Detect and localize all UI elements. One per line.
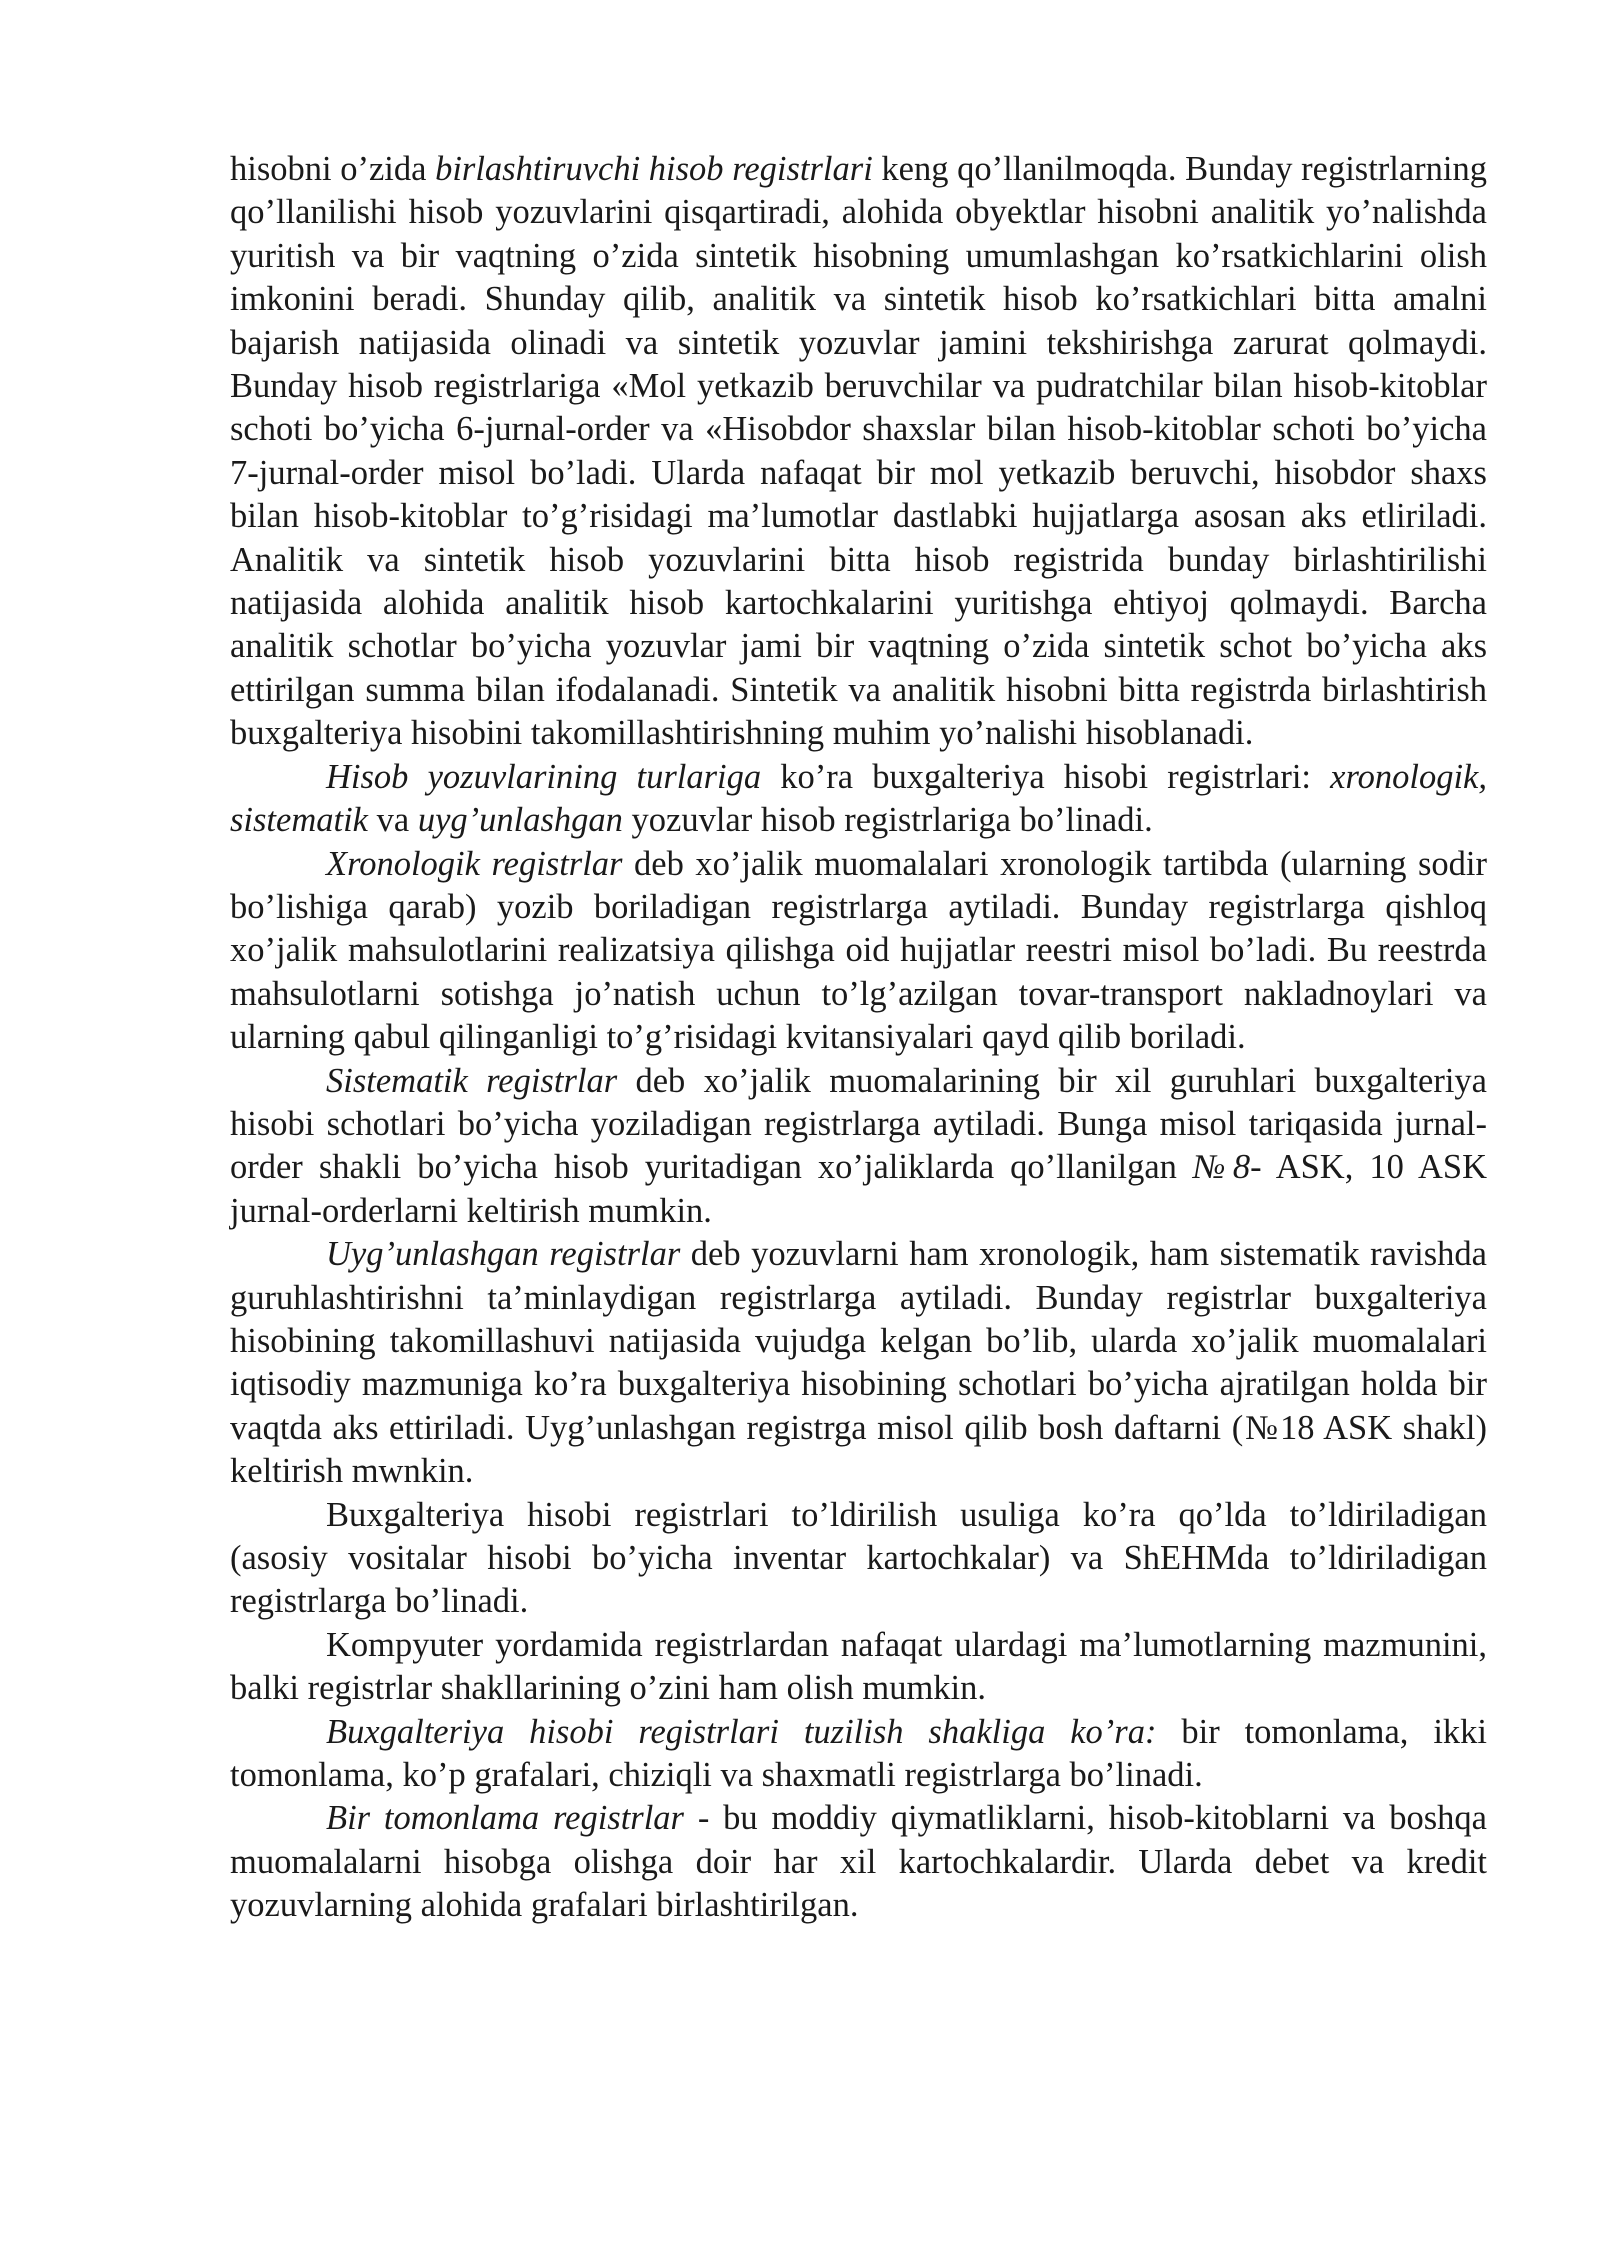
paragraph-structure-form — [230, 1711, 1487, 1798]
term-structure-form: Buxgalteriya hisobi registrlari tuzilish shakliga ko’ra: — [326, 1712, 1157, 1751]
text-run: ko’ra buxgalteriya hisobi registrlari: — [761, 757, 1331, 796]
text-run: - ASK, 10 ASK jurnal-orderlarni keltirish mumkin. — [230, 1148, 1488, 1230]
term-chronological-registers: Xronologik registrlar — [326, 844, 623, 883]
term-number-8: №8 — [1192, 1148, 1251, 1187]
text-run: Buxgalteriya hisobi registrlari to’ldirilish usuliga ko’ra qo’lda to’ldiriladigan (asosiy vositalar hisobi bo’yicha inventar kartochkalar) va ShEHMda to’ldiriladigan registrlarga bo’linadi. — [230, 1495, 1487, 1621]
term-harmonized: uyg’unlashgan — [417, 801, 623, 840]
text-run: deb xo’jalik muomalalari xronologik tartibda (ularning sodir bo’lishiga qarab) yozib boriladigan registrlarga aytiladi. Bunday registrlarga qishloq xo’jalik mahsulotlarini realizatsiya qilishga oid hujjatlar reestri misol bo’ladi. Bu reestrda mahsulotlarni sotishga jo’natish uchun to’lg’azilgan tovar-transport nakladnoylari va ularning qabul qilinganligi to’g’risidagi kvitansiyalari qayd qilib boriladi. — [230, 844, 1487, 1057]
paragraph-computer — [230, 1624, 1487, 1711]
text-run: va — [367, 801, 418, 840]
paragraph-systematic — [230, 1060, 1487, 1234]
term-systematic-registers: Sistematik registrlar — [326, 1061, 618, 1100]
term-combined-registers: birlashtiruvchi hisob registrlari — [435, 150, 873, 188]
paragraph-one-sided — [230, 1797, 1487, 1927]
term-harmonized-registers: Uyg’unlashgan registrlar — [326, 1235, 681, 1274]
paragraph-intro — [230, 148, 1487, 756]
text-run: yozuvlar hisob registrlariga bo’linadi. — [622, 801, 1153, 840]
text-run: Kompyuter yordamida registrlardan nafaqat ulardagi ma’lumotlarning mazmunini, balki registrlar shakllarining o’zini ham olish mumkin. — [230, 1625, 1487, 1708]
paragraph-chronological — [230, 843, 1487, 1060]
text-run: deb xo’jalik muomalarining bir xil guruhlari buxgalteriya hisobi schotlari bo’yicha yoziladigan registrlarga aytiladi. Bunga misol tariqasida jurnal-order shakli bo’yicha hisob yuritadigan xo’jaliklarda qo’llanilgan — [230, 1061, 1487, 1187]
text-run: keng qo’llanilmoqda. Bunday registrlarning qo’llanilishi hisob yozuvlarini qisqartiradi, alohida obyektlar hisobni analitik yo’nalishda yuritish va bir vaqtning o’zida sintetik hisobning umumlashgan ko’rsatkichlarini olish imkonini beradi. Shunday qilib, analitik va sintetik hisob ko’rsatkichlari bitta amalni bajarish natijasida olinadi va sintetik yozuvlar jamini tekshirishga zarurat qolmaydi. Bunday hisob registrlariga «Mol yetkazib beruvchilar va pudratchilar bilan hisob-kitoblar schoti bo’yicha 6-jurnal-order va «Hisobdor shaxslar bilan hisob-kitoblar schoti bo’yicha 7-jurnal-order misol bo’ladi. Ularda nafaqat bir mol yetkazib beruvchi, hisobdor shaxs bilan hisob-kitoblar to’g’risidagi ma’lumotlar dastlabki hujjatlarga asosan aks etliriladi. Analitik va sintetik hisob yozuvlarini bitta hisob registrida bunday birlashtirilishi natijasida alohida analitik hisob kartochkalarini yuritishga ehtiyoj qolmaydi. Barcha analitik schotlar bo’yicha yozuvlar jami bir vaqtning o’zida sintetik schot bo’yicha aks ettirilgan summa bilan ifodalanadi. Sintetik va analitik hisobni bitta registrda birlashtirish buxgalteriya hisobini takomillashtirishning muhim yo’nalishi hisoblanadi. — [230, 150, 1487, 753]
paragraph-entry-types — [230, 756, 1487, 843]
text-run: deb yozuvlarni ham xronologik, ham sistematik ravishda guruhlashtirishni ta’minlaydigan registrlarga aytiladi. Bunday registrlar buxgalteriya hisobining takomillashuvi natijasida vujudga kelgan bo’lib, ularda xo’jalik muomalalari iqtisodiy mazmuniga ko’ra buxgalteriya hisobining schotlari bo’yicha ajratilgan holda bir vaqtda aks ettiriladi. Uyg’unlashgan registrga misol qilib bosh daftarni (№18 ASK shakl) keltirish mwnkin. — [230, 1235, 1487, 1491]
paragraph-filling-method — [230, 1494, 1487, 1624]
term-entry-types: Hisob yozuvlarining turlariga — [326, 757, 762, 796]
document-page — [230, 148, 1487, 1928]
term-chrono-systematic: xronologik, sistematik — [230, 757, 1487, 840]
text-run: bir tomonlama, ikki tomonlama, ko’p grafalari, chiziqli va shaxmatli registrlarga bo’linadi. — [230, 1712, 1487, 1795]
paragraph-harmonized — [230, 1233, 1487, 1493]
text-run: hisobni o’zida — [230, 150, 436, 188]
term-one-sided-registers: Bir tomonlama registrlar — [326, 1799, 684, 1838]
text-run: - bu moddiy qiymatliklarni, hisob-kitoblarni va boshqa muomalalarni hisobga olishga doir har xil kartochkalardir. Ularda debet va kredit yozuvlarning alohida grafalari birlashtirilgan. — [230, 1799, 1487, 1925]
